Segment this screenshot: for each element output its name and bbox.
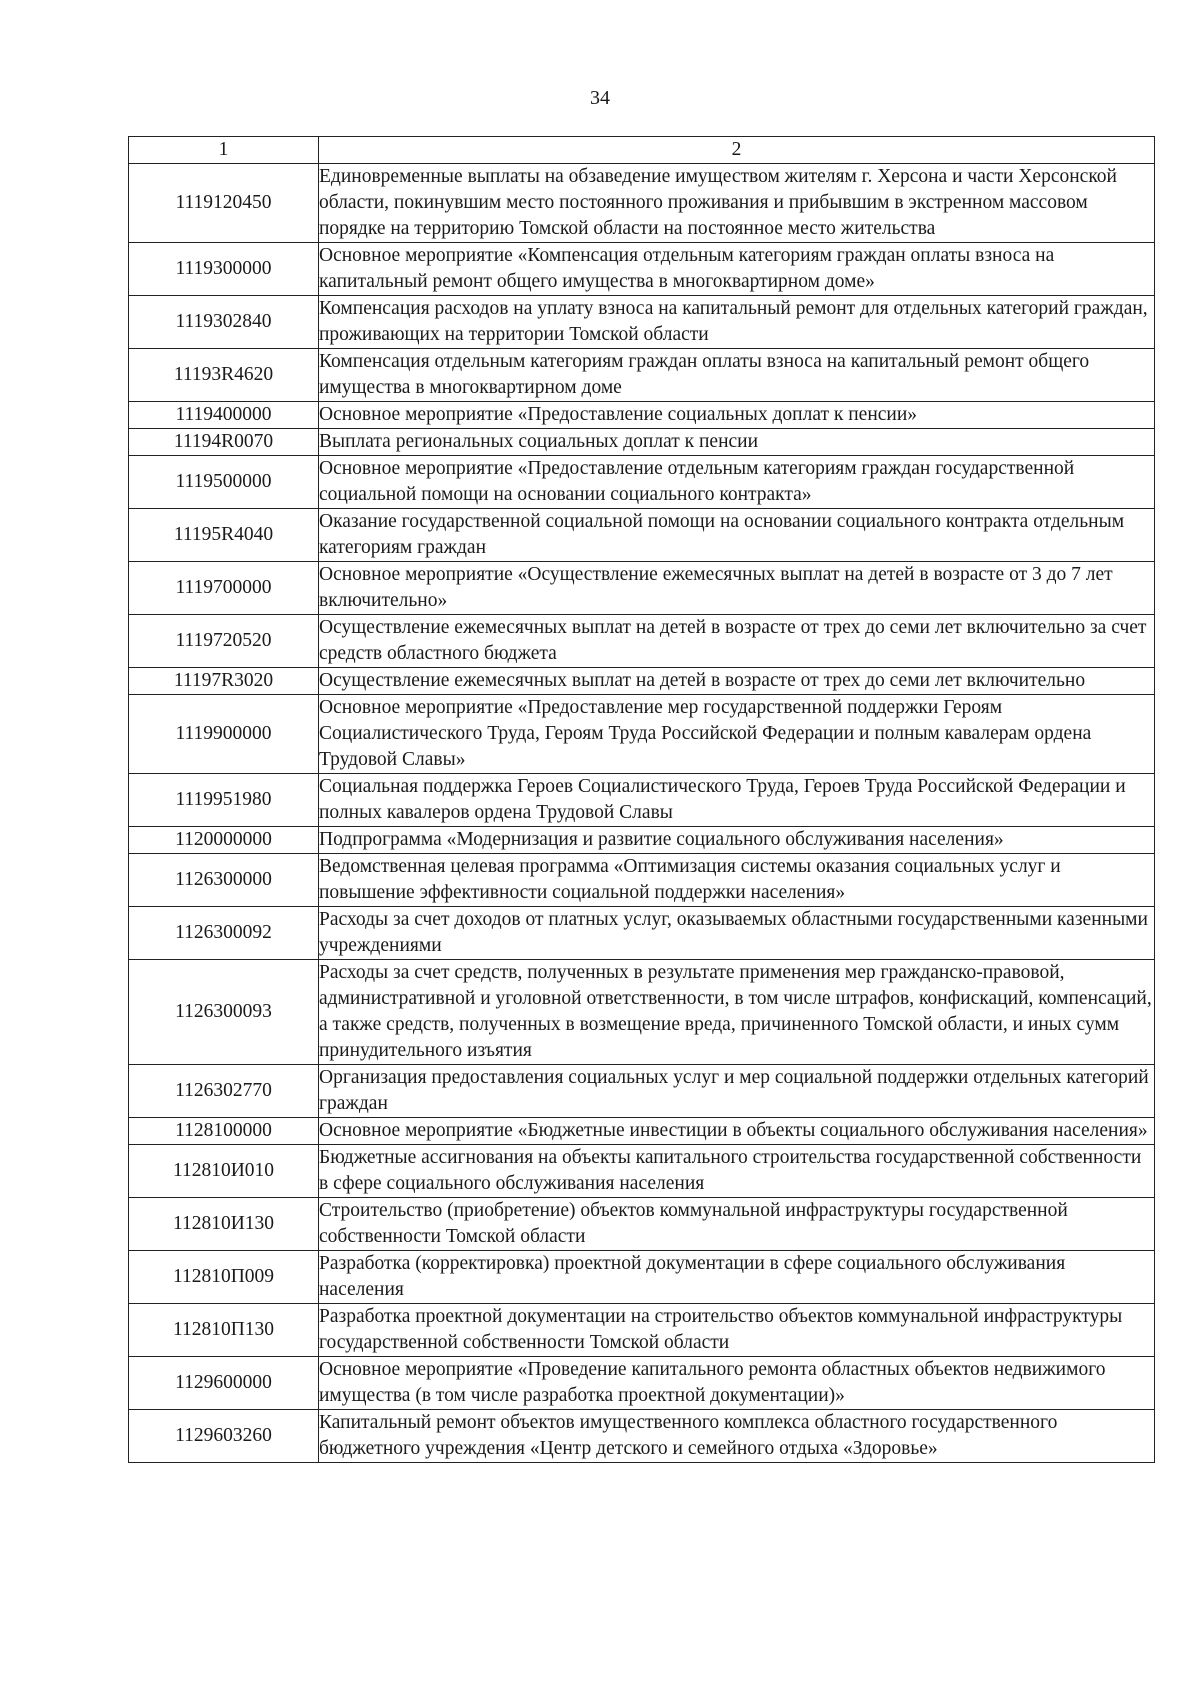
table-row: [129, 695, 1155, 774]
row-code: 1126300092: [129, 907, 319, 960]
row-code: 1126302770: [129, 1065, 319, 1118]
table-row: [129, 907, 1155, 960]
table-row: [129, 960, 1155, 1065]
table-row: [129, 296, 1155, 349]
row-code: 1119951980: [129, 774, 319, 827]
column-header-code: 1: [129, 137, 319, 164]
row-description: Подпрограмма «Модернизация и развитие социального обслуживания населения»: [319, 827, 1155, 854]
table-row: [129, 349, 1155, 402]
row-description: Расходы за счет средств, полученных в результате применения мер гражданско-правовой, административной и уголовной ответственности, в том числе штрафов, конфискаций, компенсаций, а также средств, полученных в возмещение вреда, причиненного Томской области, и иных сумм принудительного изъятия: [319, 960, 1155, 1065]
row-description: Социальная поддержка Героев Социалистического Труда, Героев Труда Российской Федерации и полных кавалеров ордена Трудовой Славы: [319, 774, 1155, 827]
table-row: [129, 1357, 1155, 1410]
row-description: Компенсация отдельным категориям граждан оплаты взноса на капитальный ремонт общего имущества в многоквартирном доме: [319, 349, 1155, 402]
row-description: Компенсация расходов на уплату взноса на капитальный ремонт для отдельных категорий граждан, проживающих на территории Томской области: [319, 296, 1155, 349]
row-code: 1119500000: [129, 456, 319, 509]
row-code: 1126300000: [129, 854, 319, 907]
row-code: 1128100000: [129, 1118, 319, 1145]
row-description: Основное мероприятие «Проведение капитального ремонта областных объектов недвижимого имущества (в том числе разработка проектной документации)»: [319, 1357, 1155, 1410]
row-code: 1119900000: [129, 695, 319, 774]
row-description: Бюджетные ассигнования на объекты капитального строительства государственной собственности в сфере социального обслуживания населения: [319, 1145, 1155, 1198]
table-row: [129, 774, 1155, 827]
row-code: 11193R4620: [129, 349, 319, 402]
table-row: [129, 1251, 1155, 1304]
row-description: Ведомственная целевая программа «Оптимизация системы оказания социальных услуг и повышение эффективности социальной поддержки населения»: [319, 854, 1155, 907]
row-code: 1119300000: [129, 243, 319, 296]
row-description: Капитальный ремонт объектов имущественного комплекса областного государственного бюджетного учреждения «Центр детского и семейного отдыха «Здоровье»: [319, 1410, 1155, 1463]
row-code: 1129600000: [129, 1357, 319, 1410]
row-description: Основное мероприятие «Предоставление мер государственной поддержки Героям Социалистического Труда, Героям Труда Российской Федерации и полным кавалерам ордена Трудовой Славы»: [319, 695, 1155, 774]
column-header-description: 2: [319, 137, 1155, 164]
table-row: [129, 1118, 1155, 1145]
table-row: [129, 854, 1155, 907]
row-code: 1129603260: [129, 1410, 319, 1463]
row-code: 11194R0070: [129, 429, 319, 456]
row-description: Основное мероприятие «Осуществление ежемесячных выплат на детей в возрасте от 3 до 7 лет включительно»: [319, 562, 1155, 615]
row-description: Организация предоставления социальных услуг и мер социальной поддержки отдельных категорий граждан: [319, 1065, 1155, 1118]
row-code: 1119302840: [129, 296, 319, 349]
table-row: [129, 615, 1155, 668]
row-description: Выплата региональных социальных доплат к пенсии: [319, 429, 1155, 456]
table-row: [129, 1145, 1155, 1198]
row-description: Разработка проектной документации на строительство объектов коммунальной инфраструктуры государственной собственности Томской области: [319, 1304, 1155, 1357]
row-description: Основное мероприятие «Предоставление социальных доплат к пенсии»: [319, 402, 1155, 429]
table-row: [129, 429, 1155, 456]
table-row: [129, 402, 1155, 429]
row-code: 1119120450: [129, 164, 319, 243]
row-code: 112810И010: [129, 1145, 319, 1198]
table-row: [129, 1304, 1155, 1357]
row-code: 1119700000: [129, 562, 319, 615]
table-row: [129, 1410, 1155, 1463]
row-code: 112810П130: [129, 1304, 319, 1357]
row-description: Основное мероприятие «Предоставление отдельным категориям граждан государственной социальной помощи на основании социального контракта»: [319, 456, 1155, 509]
row-description: Основное мероприятие «Бюджетные инвестиции в объекты социального обслуживания населения»: [319, 1118, 1155, 1145]
row-code: 1119720520: [129, 615, 319, 668]
row-description: Основное мероприятие «Компенсация отдельным категориям граждан оплаты взноса на капитальный ремонт общего имущества в многоквартирном доме»: [319, 243, 1155, 296]
row-code: 112810И130: [129, 1198, 319, 1251]
row-code: 11197R3020: [129, 668, 319, 695]
row-code: 1126300093: [129, 960, 319, 1065]
table-row: [129, 243, 1155, 296]
table-row: [129, 562, 1155, 615]
table-row: [129, 1198, 1155, 1251]
row-description: Разработка (корректировка) проектной документации в сфере социального обслуживания населения: [319, 1251, 1155, 1304]
table-row: [129, 827, 1155, 854]
row-code: 112810П009: [129, 1251, 319, 1304]
table-header-row: [129, 137, 1155, 164]
row-description: Строительство (приобретение) объектов коммунальной инфраструктуры государственной собственности Томской области: [319, 1198, 1155, 1251]
row-description: Осуществление ежемесячных выплат на детей в возрасте от трех до семи лет включительно: [319, 668, 1155, 695]
page-number: 34: [590, 87, 610, 109]
row-description: Расходы за счет доходов от платных услуг, оказываемых областными государственными казенными учреждениями: [319, 907, 1155, 960]
budget-classification-table: [128, 136, 1155, 1463]
table-row: [129, 1065, 1155, 1118]
row-description: Единовременные выплаты на обзаведение имуществом жителям г. Херсона и части Херсонской области, покинувшим место постоянного проживания и прибывшим в экстренном массовом порядке на территорию Томской области на постоянное место жительства: [319, 164, 1155, 243]
row-code: 1119400000: [129, 402, 319, 429]
row-description: Оказание государственной социальной помощи на основании социального контракта отдельным категориям граждан: [319, 509, 1155, 562]
row-description: Осуществление ежемесячных выплат на детей в возрасте от трех до семи лет включительно за счет средств областного бюджета: [319, 615, 1155, 668]
row-code: 11195R4040: [129, 509, 319, 562]
table-row: [129, 164, 1155, 243]
row-code: 1120000000: [129, 827, 319, 854]
table-row: [129, 456, 1155, 509]
table-row: [129, 668, 1155, 695]
table-row: [129, 509, 1155, 562]
